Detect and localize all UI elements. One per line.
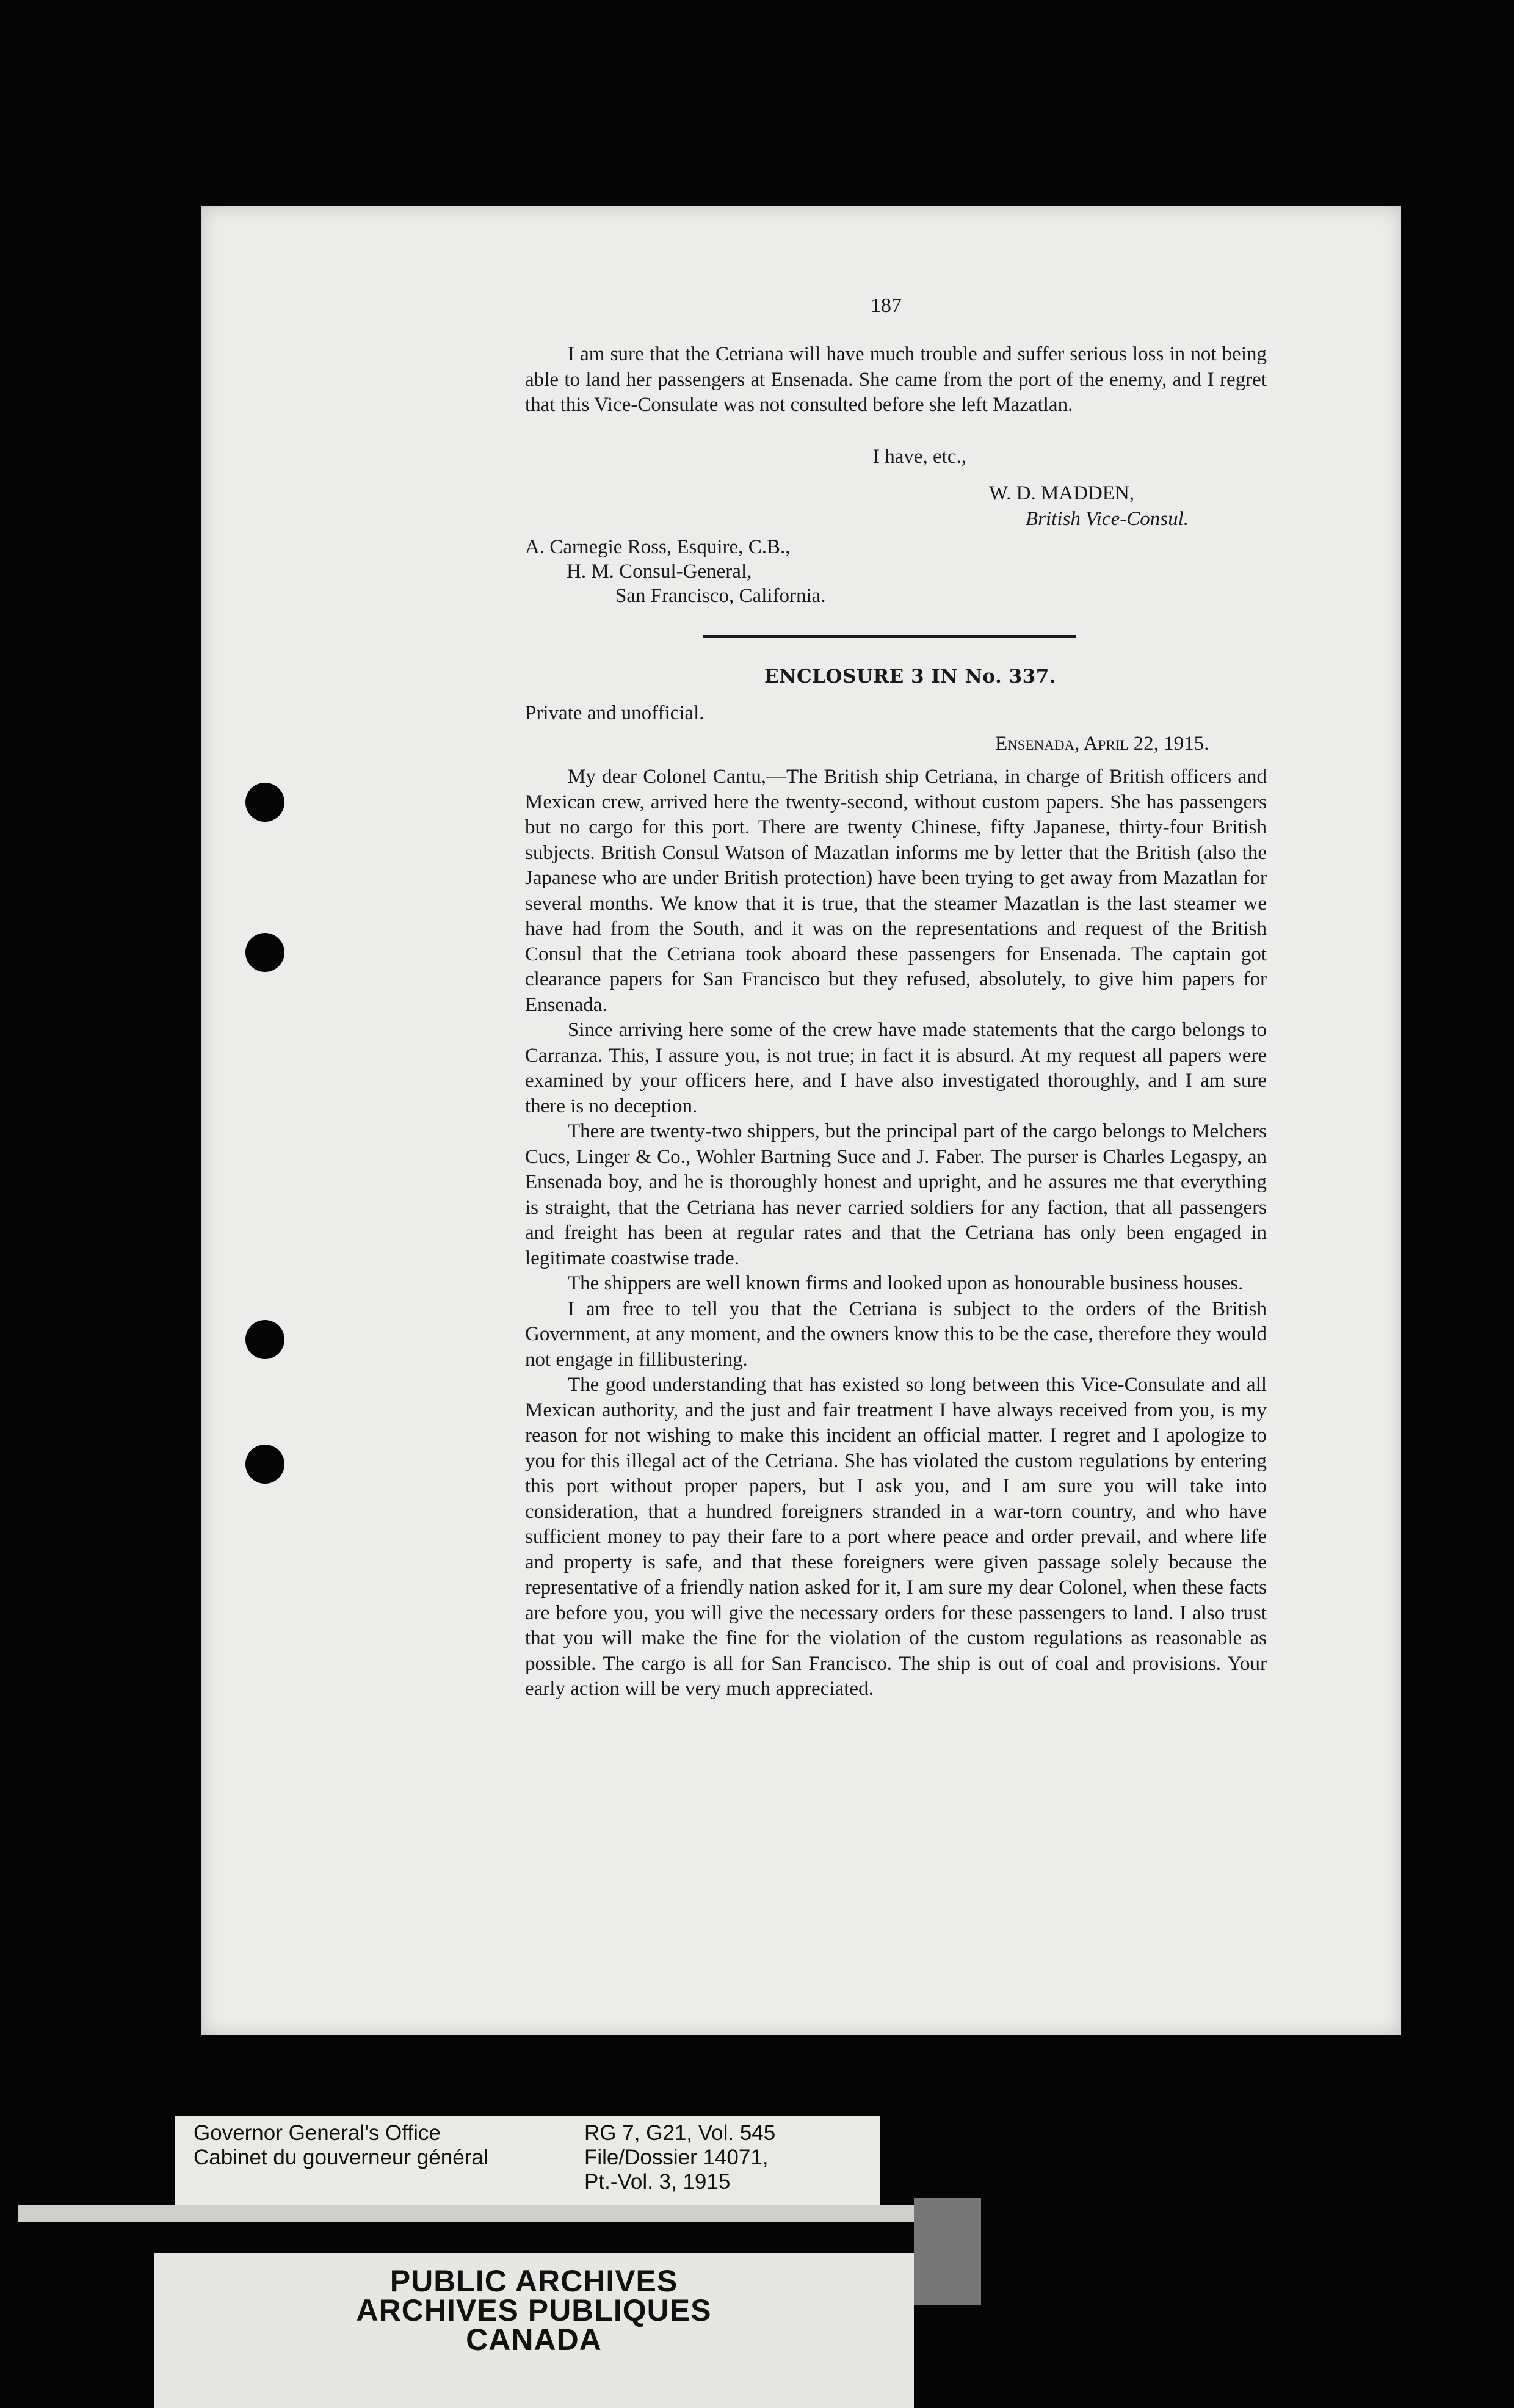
stamp-line-2: ARCHIVES PUBLIQUES — [356, 2293, 712, 2327]
punch-hole — [245, 783, 284, 822]
addressee-line-3: San Francisco, California. — [615, 585, 826, 607]
dateline: Ensenada, April 22, 1915. — [995, 733, 1209, 755]
enclosure-heading: ENCLOSURE 3 IN No. 337. — [764, 665, 1057, 687]
letter-body — [525, 764, 1267, 1702]
punch-hole — [245, 933, 284, 972]
private-note: Private and unofficial. — [525, 702, 704, 724]
paragraph-3: There are twenty-two shippers, but the principal part of the cargo belongs to Melchers Cucs, Linger & Co., Wohler Bartning Suce and J. Faber. The purser is Charles Legaspy, an Ensenada boy, and he is thoroughly honest and upright, and he assures me that everything is straight, that the Cetriana has never carried soldiers for any faction, that all passengers and freight has been at regular rates and that the Cetriana has only been engaged in legitimate coastwise trade. — [525, 1120, 1267, 1269]
archive-reference — [584, 2121, 775, 2194]
reference-3: Pt.-Vol. 3, 1915 — [584, 2170, 731, 2194]
paragraph-2: Since arriving here some of the crew have made statements that the cargo belongs to Carranza. This, I assure you, is not true; in fact it is absurd. At my request all papers were examined by your officers here, and I have also investigated thoroughly, and I am sure there is no deception. — [525, 1019, 1267, 1117]
office-en: Governor General's Office — [194, 2121, 441, 2145]
stamp-line-3: CANADA — [466, 2323, 602, 2357]
addressee-line-2: H. M. Consul-General, — [567, 560, 752, 582]
page-number: 187 — [871, 294, 902, 317]
archive-office — [194, 2121, 488, 2170]
paragraph-5: I am free to tell you that the Cetriana is subject to the orders of the British Government, at any moment, and the owners know this to be the case, therefore they would not engage in fillibustering. — [525, 1297, 1267, 1371]
reference-1: RG 7, G21, Vol. 545 — [584, 2121, 776, 2145]
intro-paragraph — [525, 342, 1267, 418]
addressee-line-1: A. Carnegie Ross, Esquire, C.B., — [525, 536, 791, 558]
signature-title: British Vice-Consul. — [1026, 508, 1189, 530]
punch-hole — [245, 1320, 284, 1359]
intro-text: I am sure that the Cetriana will have much trouble and suffer serious loss in not being able to land her passengers at Ensenada. She came from the port of the enemy, and I regret that this Vice-Consulate was not consulted before she left Mazatlan. — [525, 343, 1267, 416]
paragraph-6: The good understanding that has existed so long between this Vice-Consulate and all Mexican authority, and the just and fair treatment I have always received from you, is my reason for not wishing to make this incident an official matter. I regret and I apologize to you for this illegal act of the Cetriana. She has violated the custom regulations by entering this port without proper papers, but I ask you, and I am sure you will take into consideration, that a hundred foreigners stranded in a war-torn country, and who have sufficient money to pay their fare to a port where peace and order prevail, and where life and property is safe, and that these foreigners were given passage solely because the representative of a friendly nation asked for it, I am sure my dear Colonel, when these facts are before you, you will give the necessary orders for these passengers to land. I also trust that you will make the fine for the violation of the custom regulations as reasonable as possible. The cargo is all for San Francisco. The ship is out of coal and provisions. Your early action will be very much appreciated. — [525, 1374, 1267, 1700]
archives-stamp — [154, 2253, 914, 2408]
stamp-text — [154, 2264, 914, 2357]
reference-2: File/Dossier 14071, — [584, 2145, 769, 2169]
punch-hole — [245, 1445, 284, 1484]
divider-rule — [703, 635, 1076, 638]
paragraph-4: The shippers are well known firms and looked upon as honourable business houses. — [568, 1272, 1244, 1294]
office-fr: Cabinet du gouverneur général — [194, 2145, 488, 2169]
stamp-line-1: PUBLIC ARCHIVES — [389, 2264, 678, 2298]
paragraph-1: My dear Colonel Cantu,—The British ship Cetriana, in charge of British officers and Mexican crew, arrived here the twenty-second, without custom papers. She has passengers but no cargo for this port. There are twenty Chinese, fifty Japanese, thirty-four British subjects. British Consul Watson of Mazatlan informs me by letter that the British (also the Japanese who are under British protection) have been trying to get away from Mazatlan for several months. We know that it is true, that the steamer Mazatlan is the last steamer we have had from the South, and it was on the representations and request of the British Consul that the Cetriana took aboard these passengers for Ensenada. The captain got clearance papers for San Francisco but they refused, absolutely, to give him papers for Ensenada. — [525, 766, 1267, 1016]
label-tab — [914, 2198, 981, 2305]
signature-name: W. D. MADDEN, — [989, 482, 1135, 504]
label-strip — [18, 2205, 940, 2222]
archive-label — [175, 2116, 880, 2208]
closing: I have, etc., — [873, 446, 966, 468]
